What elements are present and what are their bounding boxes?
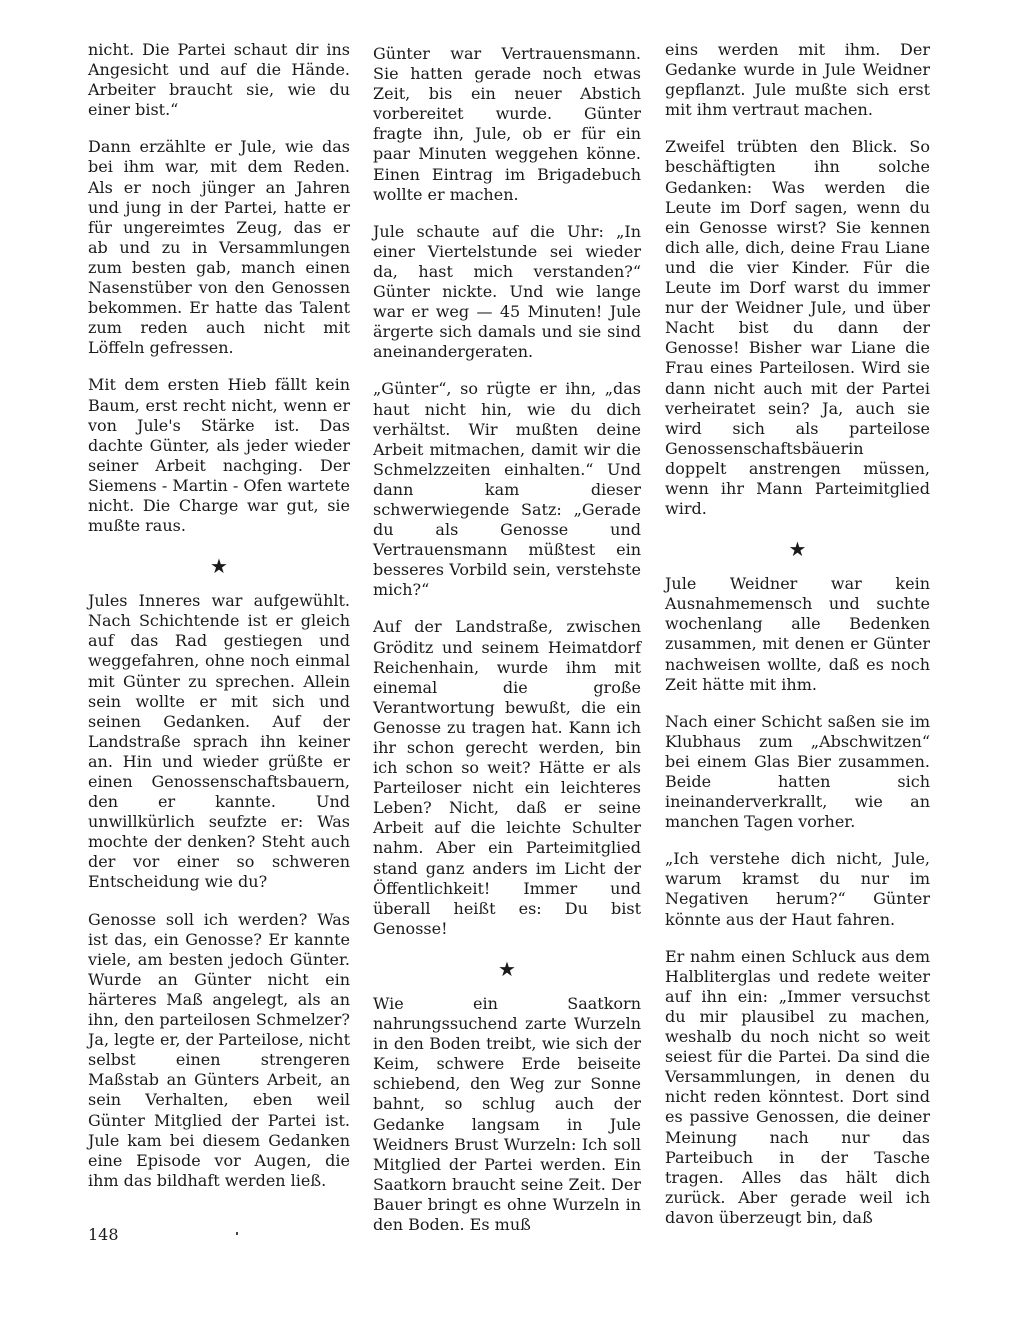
paragraph: Mit dem ersten Hieb fällt kein Baum, erst recht nicht, wenn er von Jule's Stärke ist. Das dachte Günter, als jeder wieder seiner Arbeit nachging. Der Siemens - Martin - Ofen wartete nicht. Die Charge war gut, sie mußte raus.: [88, 375, 350, 536]
section-star-icon: ★: [788, 537, 807, 562]
page-number: 148: [88, 1225, 119, 1244]
paragraph: eins werden mit ihm. Der Gedanke wurde in Jule Weidner gepflanzt. Jule mußte sich erst mit ihm vertraut machen.: [665, 40, 930, 120]
text-column-left: [88, 40, 350, 1208]
paragraph: nicht. Die Partei schaut dir ins Angesicht und auf die Hände. Arbeiter braucht sie, wie du einer bist.“: [88, 40, 350, 120]
paragraph: Jule Weidner war kein Ausnahmemensch und suchte wochenlang alle Bedenken zusammen, mit denen er Günter nachweisen wollte, daß es noch Zeit hätte mit ihm.: [665, 574, 930, 694]
paragraph: Genosse soll ich werden? Was ist das, ein Genosse? Er kannte viele, am besten jedoch Günter. Wurde an Günter nicht ein härteres Maß angelegt, als an ihn, den parteilosen Schmelzer? Ja, legte er, der Parteilose, nicht selbst einen strengeren Maßstab an Günters Arbeit, an sein Verhalten, eben weil Günter Mitglied der Partei ist. Jule kam bei diesem Gedanken eine Episode vor Augen, die ihm das bildhaft werden ließ.: [88, 909, 350, 1190]
text-column-right: [665, 40, 930, 1245]
paragraph: Auf der Landstraße, zwischen Gröditz und seinem Heimatdorf Reichenhain, wurde ihm mit einemal die große Verantwortung bewußt, die ein Genosse zu tragen hat. Kann ich ihr schon gerecht werden, bin ich schon so weit? Hätte er als Parteiloser nicht ein leichteres Leben? Nicht, daß er seine Arbeit auf die leichte Schulter nahm. Aber ein Parteimitglied stand ganz anders im Licht der Öffentlichkeit! Immer und überall heißt es: Du bist Genosse!: [373, 617, 641, 938]
section-star-icon: ★: [210, 554, 228, 579]
paragraph: Dann erzählte er Jule, wie das bei ihm war, mit dem Reden. Als er noch jünger an Jahren und jung in der Partei, hatte er für ungereimtes Zeug, das er ab und zu in Versammlungen zum besten gab, manch einen Nasenstüber von den Genossen bekommen. Er hatte das Talent zum reden auch nicht mit Löffeln gefressen.: [88, 137, 350, 358]
print-speck: [236, 1232, 238, 1235]
section-star-icon: ★: [498, 956, 516, 981]
paragraph: Wie ein Saatkorn nahrungssuchend zarte Wurzeln in den Boden treibt, wie sich der Keim, schwere Erde beiseite schiebend, den Weg zur Sonne bahnt, so schlug auch der Gedanke langsam in Jule Weidners Brust Wurzeln: Ich soll Mitglied der Partei werden. Ein Saatkorn braucht seine Zeit. Der Bauer bringt es ohne Wurzeln in den Boden. Es muß: [373, 993, 641, 1234]
paragraph: Er nahm einen Schluck aus dem Halbliterglas und redete weiter auf ihn ein: „Immer versuchst du mir plausibel zu machen, weshalb du noch nicht so weit seiest für die Partei. Da sind die Versammlungen, in denen du nicht reden könntest. Dort sind es passive Genossen, die deiner Meinung nach nur das Parteibuch in der Tasche tragen. Alles das hält dich zurück. Aber gerade weil ich davon überzeugt bin, daß: [665, 946, 930, 1227]
paragraph: „Ich verstehe dich nicht, Jule, warum kramst du nur im Negativen herum?“ Günter könnte aus der Haut fahren.: [665, 849, 930, 929]
paragraph: Jules Inneres war aufgewühlt. Nach Schichtende ist er gleich auf das Rad gestiegen und weggefahren, ohne noch einmal mit Günter zu sprechen. Allein sein wollte er mit sich und seinen Gedanken. Auf der Landstraße sprach ihn keiner an. Hin und wieder grüßte er einen Genossenschaftsbauern, den er kannte. Und unwillkürlich seufzte er: Was mochte der denken? Steht auch der vor einer so schweren Entscheidung wie du?: [88, 591, 350, 892]
paragraph: Jule schaute auf die Uhr: „In einer Viertelstunde sei wieder da, hast mich verstanden?“ Günter nickte. Und wie lange war er weg — 45 Minuten! Jule ärgerte sich damals und sie sind aneinandergeraten.: [373, 221, 641, 362]
paragraph: Günter war Vertrauensmann. Sie hatten gerade noch etwas Zeit, bis ein neuer Abstich vorbereitet wurde. Günter fragte ihn, Jule, ob er für ein paar Minuten weggehen könne. Einen Eintrag im Brigadebuch wollte er machen.: [373, 44, 641, 204]
text-column-middle: [373, 44, 641, 1252]
paragraph: Nach einer Schicht saßen sie im Klubhaus zum „Abschwitzen“ bei einem Glas Bier zusammen. Beide hatten sich ineinanderverkrallt, wie an manchen Tagen vorher.: [665, 711, 930, 832]
paragraph: „Günter“, so rügte er ihn, „das haut nicht hin, wie du dich verhältst. Wir mußten deine Arbeit mitmachen, damit wir die Schmelzzeiten einhalten.“ Und dann kam dieser schwerwiegende Satz: „Gerade du als Genosse und Vertrauensmann müßtest ein besseres Vorbild sein, verstehste mich?“: [373, 379, 641, 600]
paragraph: Zweifel trübten den Blick. So beschäftigten ihn solche Gedanken: Was werden die Leute im Dorf sagen, wenn du ein Genosse wirst? Sie kennen dich alle, dich, deine Frau Liane und die vier Kinder. Für die Leute im Dorf warst du immer nur der Weidner Jule, und über Nacht bist du dann der Genosse! Bisher war Liane die Frau eines Parteilosen. Wird sie dann nicht auch mit der Partei verheiratet sein? Ja, auch sie wird sich als parteilose Genossenschaftsbäuerin doppelt anstrengen müssen, wenn ihr Mann Parteimitglied wird.: [665, 137, 930, 519]
